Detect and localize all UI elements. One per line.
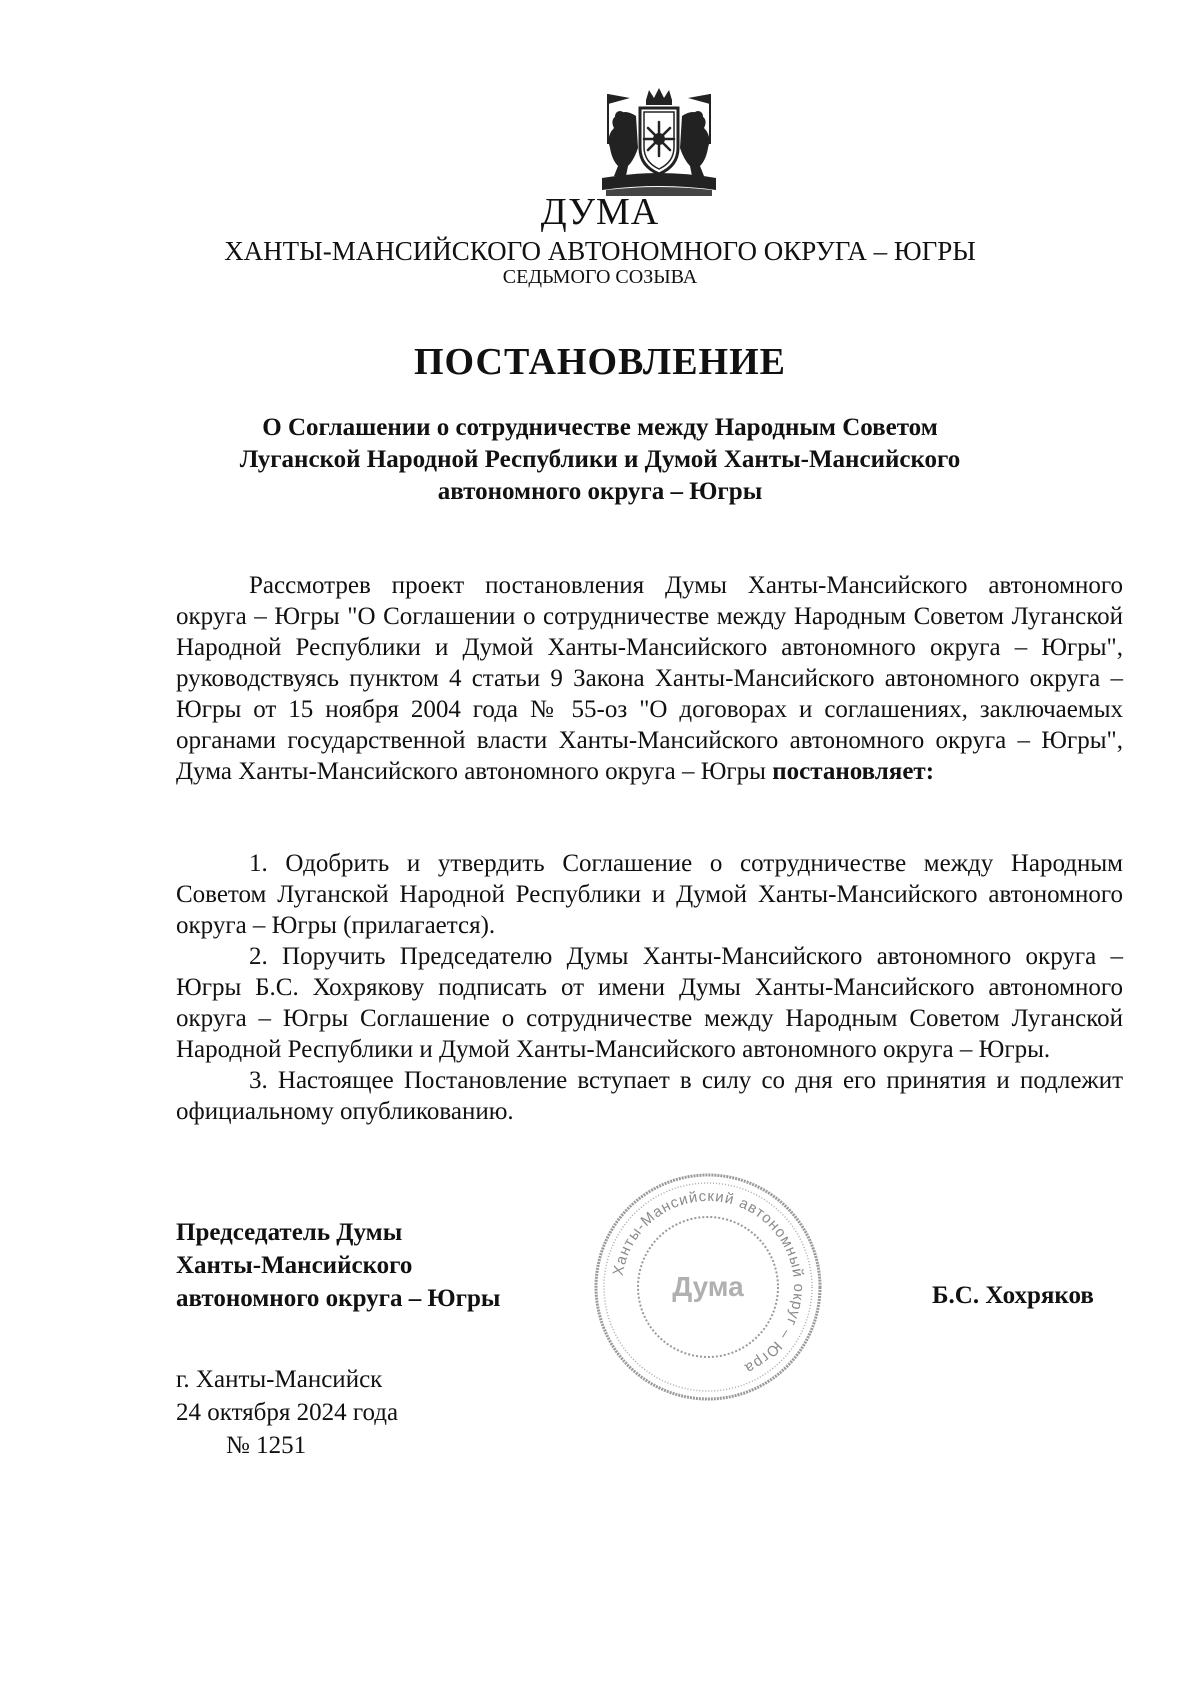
seal-center-text: Дума <box>672 1271 744 1302</box>
decree-word: постановляет: <box>772 758 935 785</box>
decree-items <box>176 848 1123 1127</box>
official-seal <box>589 1168 827 1406</box>
decree-item: 3. Настоящее Постановление вступает в силу со дня его принятия и подлежит официальному опубликованию. <box>176 1067 1123 1125</box>
signer-position-line: Председатель Думы <box>176 1219 403 1246</box>
document-title <box>190 412 1010 508</box>
city: г. Ханты-Мансийск <box>176 1366 383 1393</box>
title-line: автономного округа – Югры <box>437 478 763 505</box>
document-type: ПОСТАНОВЛЕНИЕ <box>413 341 787 383</box>
seal-ring-text: Ханты-Мансийский автономный округ – Югра <box>609 1187 808 1378</box>
title-line: О Соглашении о сотрудничестве между Народным Советом <box>262 414 938 441</box>
decree-item: 2. Поручить Председателю Думы Ханты-Мансийского автономного округа – Югры Б.С. Хохрякову подписать от имени Думы Ханты-Мансийского автономного округа – Югры Соглашение о сотрудничестве между Народным Советом Луганской Народной Республики и Думой Ханты-Мансийского автономного округа – Югры. <box>176 943 1123 1063</box>
signer-position-line: автономного округа – Югры <box>176 1285 501 1312</box>
region-name: ХАНТЫ-МАНСИЙСКОГО АВТОНОМНОГО ОКРУГА – ЮГРЫ <box>224 236 976 266</box>
place-and-date <box>176 1363 398 1462</box>
convocation: СЕДЬМОГО СОЗЫВА <box>502 266 698 288</box>
signer-position <box>176 1216 500 1315</box>
decree-item: 1. Одобрить и утвердить Соглашение о сотрудничестве между Народным Советом Луганской Народной Республики и Думой Ханты-Мансийского автономного округа – Югры (прилагается). <box>176 850 1123 939</box>
coat-of-arms-icon <box>596 86 722 198</box>
preamble-text: Рассмотрев проект постановления Думы Ханты-Мансийского автономного округа – Югры "О Соглашении о сотрудничестве между Народным Советом Луганской Народной Республики и Думой Ханты-Мансийского автономного округа – Югры", руководствуясь пунктом 4 статьи 9 Закона Ханты-Мансийского автономного округа – Югры от 15 ноября 2004 года № 55-оз "О договорах и соглашениях, заключаемых органами государственной власти Ханты-Мансийского автономного округа – Югры", Дума Ханты-Мансийского автономного округа – Югры <box>176 572 1123 785</box>
title-line: Луганской Народной Республики и Думой Ханты-Мансийского <box>239 446 961 473</box>
signer-name: Б.С. Хохряков <box>932 1282 1094 1309</box>
org-name: ДУМА <box>540 191 660 233</box>
signer-position-line: Ханты-Мансийского <box>176 1252 413 1279</box>
preamble <box>176 570 1123 787</box>
date: 24 октября 2024 года <box>176 1399 399 1426</box>
document-number: № 1251 <box>226 1432 307 1459</box>
